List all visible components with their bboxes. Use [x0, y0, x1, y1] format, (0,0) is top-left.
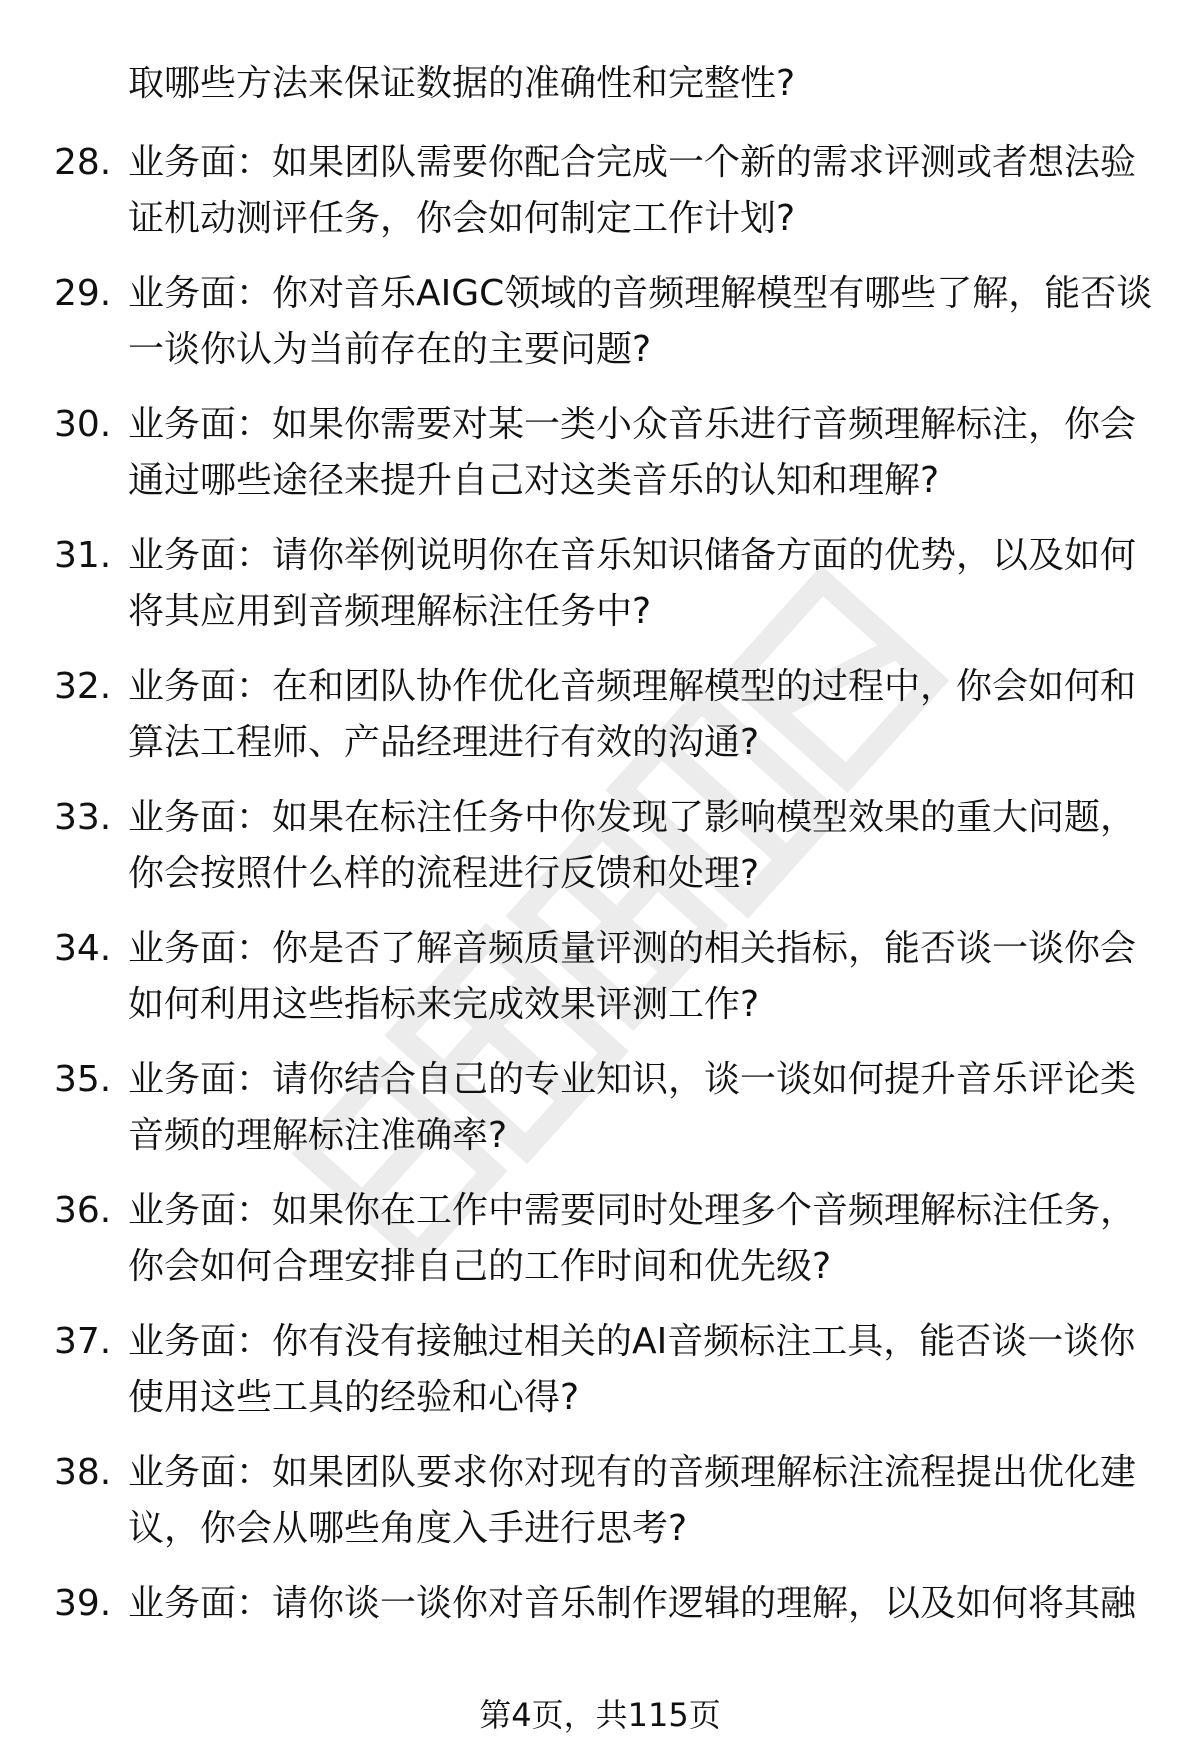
question-line: 使用这些工具的经验和心得?: [128, 1377, 580, 1418]
question-text: [128, 921, 1148, 1033]
list-item: [0, 790, 1200, 921]
question-line: 业务面：如果你需要对某一类小众音乐进行音频理解标注，你会: [128, 404, 1137, 445]
question-text: [128, 266, 1153, 378]
question-text: [128, 1576, 1148, 1632]
question-text: [128, 659, 1148, 771]
question-number: 30.: [54, 404, 112, 445]
question-line: 业务面：在和团队协作优化音频理解模型的过程中，你会如何和: [128, 666, 1137, 707]
question-number: 28.: [54, 142, 112, 183]
question-list: [0, 135, 1200, 1707]
list-item: [0, 1445, 1200, 1576]
question-number: 29.: [54, 273, 112, 314]
question-line: 你会如何合理安排自己的工作时间和优先级?: [128, 1246, 832, 1287]
question-number: 36.: [54, 1190, 112, 1231]
list-item: [0, 921, 1200, 1052]
question-line: 业务面：如果团队需要你配合完成一个新的需求评测或者想法验: [128, 142, 1137, 183]
question-line: 议，你会从哪些角度入手进行思考?: [128, 1508, 688, 1549]
question-line: 业务面：你有没有接触过相关的AI音频标注工具，能否谈一谈你: [128, 1321, 1136, 1362]
question-line: 业务面：请你结合自己的专业知识，谈一谈如何提升音乐评论类: [128, 1059, 1137, 1100]
question-number: 35.: [54, 1059, 112, 1100]
question-line: 将其应用到音频理解标注任务中?: [128, 591, 652, 632]
question-line: 如何利用这些指标来完成效果评测工作?: [128, 984, 760, 1025]
question-line: 音频的理解标注准确率?: [128, 1115, 508, 1156]
continuation-text: 取哪些方法来保证数据的准确性和完整性?: [128, 63, 796, 104]
question-number: 38.: [54, 1452, 112, 1493]
question-number: 32.: [54, 666, 112, 707]
list-item: [0, 1183, 1200, 1314]
list-item: [0, 266, 1200, 397]
question-line: 一谈你认为当前存在的主要问题?: [128, 329, 652, 370]
question-number: 31.: [54, 535, 112, 576]
list-item: [0, 528, 1200, 659]
question-line: 业务面：你对音乐AIGC领域的音频理解模型有哪些了解，能否谈: [128, 273, 1153, 314]
question-text: [128, 397, 1148, 509]
question-line: 业务面：请你举例说明你在音乐知识储备方面的优势，以及如何: [128, 535, 1137, 576]
question-line: 业务面：如果你在工作中需要同时处理多个音频理解标注任务，: [128, 1190, 1137, 1231]
question-number: 34.: [54, 928, 112, 969]
question-number: 37.: [54, 1321, 112, 1362]
question-text: [128, 1314, 1148, 1426]
question-text: [128, 790, 1148, 902]
list-item: [0, 135, 1200, 266]
question-line: 业务面：请你谈一谈你对音乐制作逻辑的理解，以及如何将其融: [128, 1583, 1137, 1624]
question-text: [128, 1052, 1148, 1164]
page-footer: 第4页，共115页: [479, 1696, 721, 1734]
question-line: 证机动测评任务，你会如何制定工作计划?: [128, 198, 796, 239]
question-text: [128, 135, 1148, 247]
list-item: [0, 397, 1200, 528]
list-item: [0, 659, 1200, 790]
list-item: [0, 1314, 1200, 1445]
question-line: 通过哪些途径来提升自己对这类音乐的认知和理解?: [128, 460, 940, 501]
list-item: [0, 1052, 1200, 1183]
question-line: 算法工程师、产品经理进行有效的沟通?: [128, 722, 760, 763]
question-line: 业务面：如果团队要求你对现有的音频理解标注流程提出优化建: [128, 1452, 1137, 1493]
question-text: [128, 1183, 1148, 1295]
list-item: [0, 1576, 1200, 1707]
question-line: 业务面：你是否了解音频质量评测的相关指标，能否谈一谈你会: [128, 928, 1137, 969]
question-number: 39.: [54, 1583, 112, 1624]
question-number: 33.: [54, 797, 112, 838]
question-line: 你会按照什么样的流程进行反馈和处理?: [128, 853, 760, 894]
question-text: [128, 1445, 1148, 1557]
question-line: 业务面：如果在标注任务中你发现了影响模型效果的重大问题，: [128, 797, 1137, 838]
question-text: [128, 528, 1148, 640]
